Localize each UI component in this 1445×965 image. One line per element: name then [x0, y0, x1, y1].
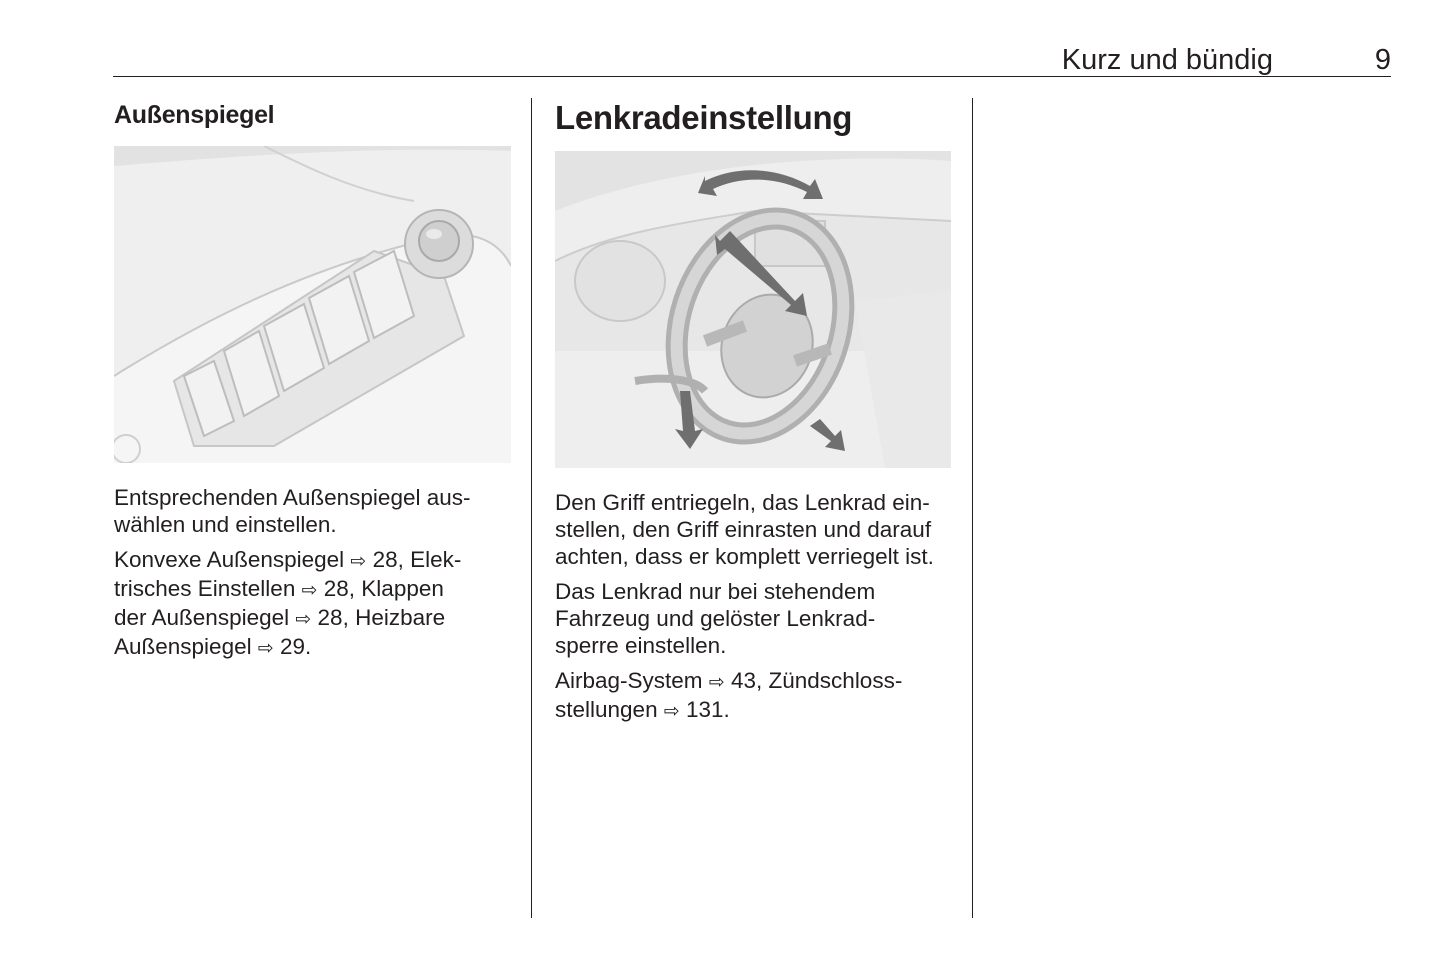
text: 28, Elek-: [366, 547, 462, 572]
text-line: sperre einstellen.: [555, 633, 727, 658]
text: der Außenspiegel: [114, 605, 296, 630]
text: trisches Einstellen: [114, 576, 302, 601]
door-panel-mirror-switch-icon: [114, 146, 511, 463]
column-steering: [555, 98, 960, 733]
text-line: Das Lenkrad nur bei stehendem: [555, 579, 876, 604]
text-line: stellen, den Griff einrasten und darauf: [555, 517, 932, 542]
text: stellungen: [555, 697, 664, 722]
text: Airbag-System: [555, 668, 709, 693]
paragraph: [555, 489, 960, 570]
text-line: Fahrzeug und gelöster Lenkrad-: [555, 606, 876, 631]
steering-wheel-adjustment-icon: [555, 151, 951, 468]
text: Konvexe Außenspiegel: [114, 547, 351, 572]
page-ref-icon: ⇨: [663, 700, 680, 722]
text-line: Entsprechenden Außenspiegel aus-: [114, 485, 471, 510]
page-ref-icon: ⇨: [708, 671, 725, 693]
heading-steering: Lenkradeinstellung: [555, 99, 853, 136]
text: 131.: [679, 697, 730, 722]
page-ref-icon: ⇨: [257, 637, 274, 659]
page-ref-icon: ⇨: [301, 579, 318, 601]
steering-text: [555, 489, 960, 725]
section-title: Kurz und bündig: [1061, 44, 1273, 76]
text: 29.: [273, 634, 312, 659]
column-divider-2: [972, 98, 973, 918]
page-number: 9: [1374, 44, 1391, 76]
column-divider-1: [531, 98, 532, 918]
paragraph: [555, 578, 960, 659]
page-header: [113, 38, 1391, 77]
page-ref-icon: ⇨: [350, 550, 367, 572]
text-line: wählen und einstellen.: [114, 512, 337, 537]
paragraph: [114, 484, 514, 538]
page-ref-icon: ⇨: [295, 608, 312, 630]
text: 28, Klappen: [317, 576, 444, 601]
mirror-text: [114, 484, 514, 662]
column-mirror: [114, 98, 514, 670]
heading-mirror: Außenspiegel: [114, 101, 275, 129]
text: 28, Heizbare: [311, 605, 446, 630]
paragraph: [114, 546, 514, 662]
text: 43, Zündschloss-: [724, 668, 903, 693]
paragraph: [555, 667, 960, 725]
text-line: Den Griff entriegeln, das Lenkrad ein-: [555, 490, 930, 515]
text-line: achten, dass er komplett verriegelt ist.: [555, 544, 934, 569]
text: Außenspiegel: [114, 634, 258, 659]
